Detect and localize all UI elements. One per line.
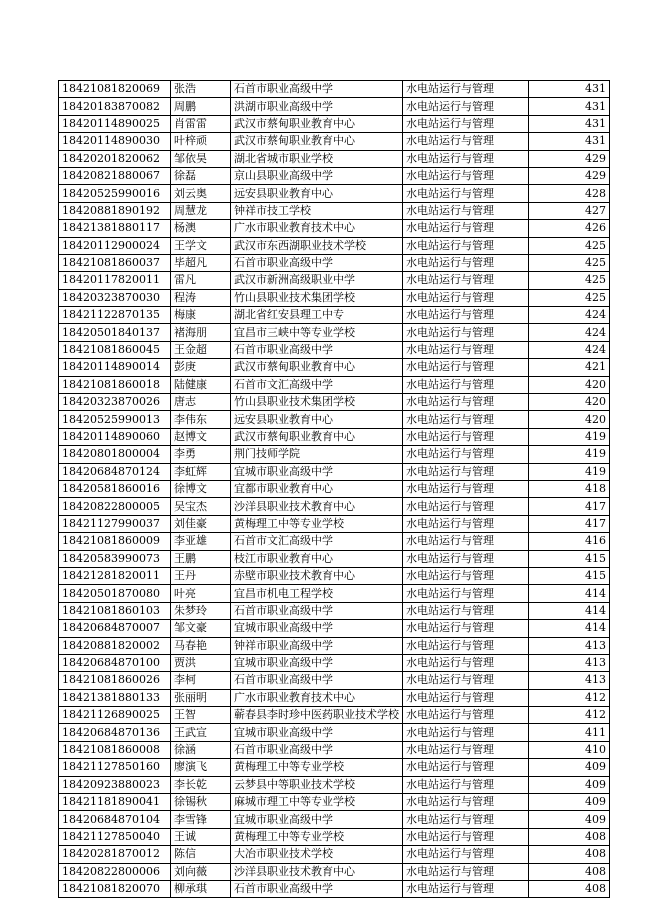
name-cell: 王诚 — [171, 828, 231, 845]
major-cell: 水电站运行与管理 — [403, 515, 529, 532]
candidate-id-cell: 18420323870026 — [59, 394, 171, 411]
school-cell: 竹山县职业技术集团学校 — [231, 394, 403, 411]
major-cell: 水电站运行与管理 — [403, 411, 529, 428]
school-cell: 赤壁市职业技术教育中心 — [231, 567, 403, 584]
score-cell: 424 — [529, 341, 610, 358]
major-cell: 水电站运行与管理 — [403, 776, 529, 793]
name-cell: 李亚雄 — [171, 533, 231, 550]
candidate-id-cell: 18421381880117 — [59, 220, 171, 237]
name-cell: 毕超凡 — [171, 254, 231, 271]
score-cell: 413 — [529, 654, 610, 671]
school-cell: 洪湖市职业高级中学 — [231, 98, 403, 115]
score-cell: 420 — [529, 394, 610, 411]
score-cell: 425 — [529, 289, 610, 306]
school-cell: 广水市职业教育技术中心 — [231, 689, 403, 706]
candidate-id-cell: 18421081860045 — [59, 341, 171, 358]
candidate-id-cell: 18421081820070 — [59, 880, 171, 897]
school-cell: 宜昌市机电工程学校 — [231, 585, 403, 602]
score-cell: 415 — [529, 550, 610, 567]
table-row — [59, 237, 610, 254]
school-cell: 石首市职业高级中学 — [231, 81, 403, 98]
score-cell: 431 — [529, 81, 610, 98]
table-row — [59, 498, 610, 515]
major-cell: 水电站运行与管理 — [403, 115, 529, 132]
candidate-id-cell: 18420114890025 — [59, 115, 171, 132]
table-row — [59, 567, 610, 584]
name-cell: 柳承琪 — [171, 880, 231, 897]
candidate-id-cell: 18420821880067 — [59, 167, 171, 184]
score-cell: 417 — [529, 515, 610, 532]
major-cell: 水电站运行与管理 — [403, 394, 529, 411]
candidate-id-cell: 18420822800005 — [59, 498, 171, 515]
major-cell: 水电站运行与管理 — [403, 498, 529, 515]
candidate-id-cell: 18420525990016 — [59, 185, 171, 202]
major-cell: 水电站运行与管理 — [403, 811, 529, 828]
name-cell: 彭庚 — [171, 359, 231, 376]
major-cell: 水电站运行与管理 — [403, 863, 529, 880]
name-cell: 梅康 — [171, 307, 231, 324]
name-cell: 周鹏 — [171, 98, 231, 115]
score-cell: 425 — [529, 237, 610, 254]
name-cell: 李柯 — [171, 672, 231, 689]
major-cell: 水电站运行与管理 — [403, 741, 529, 758]
school-cell: 广水市职业教育技术中心 — [231, 220, 403, 237]
table-row — [59, 115, 610, 132]
school-cell: 武汉市蔡甸职业教育中心 — [231, 428, 403, 445]
score-cell: 420 — [529, 411, 610, 428]
major-cell: 水电站运行与管理 — [403, 428, 529, 445]
major-cell: 水电站运行与管理 — [403, 272, 529, 289]
school-cell: 宜城市职业高级中学 — [231, 811, 403, 828]
major-cell: 水电站运行与管理 — [403, 654, 529, 671]
score-cell: 411 — [529, 724, 610, 741]
candidate-id-cell: 18420323870030 — [59, 289, 171, 306]
table-row — [59, 133, 610, 150]
school-cell: 宜城市职业高级中学 — [231, 654, 403, 671]
candidate-id-cell: 18420583990073 — [59, 550, 171, 567]
major-cell: 水电站运行与管理 — [403, 359, 529, 376]
school-cell: 麻城市理工中等专业学校 — [231, 794, 403, 811]
score-cell: 416 — [529, 533, 610, 550]
school-cell: 宜城市职业高级中学 — [231, 463, 403, 480]
table-row — [59, 446, 610, 463]
school-cell: 枝江市职业教育中心 — [231, 550, 403, 567]
major-cell: 水电站运行与管理 — [403, 828, 529, 845]
major-cell: 水电站运行与管理 — [403, 341, 529, 358]
candidate-id-cell: 18420114890030 — [59, 133, 171, 150]
name-cell: 张丽明 — [171, 689, 231, 706]
table-row — [59, 533, 610, 550]
candidate-id-cell: 18421126890025 — [59, 707, 171, 724]
table-row — [59, 272, 610, 289]
name-cell: 吴宝杰 — [171, 498, 231, 515]
name-cell: 王丹 — [171, 567, 231, 584]
table-row — [59, 307, 610, 324]
table-row — [59, 428, 610, 445]
school-cell: 石首市职业高级中学 — [231, 602, 403, 619]
score-cell: 424 — [529, 324, 610, 341]
table-row — [59, 550, 610, 567]
name-cell: 廖演飞 — [171, 759, 231, 776]
name-cell: 周慧龙 — [171, 202, 231, 219]
table-row — [59, 654, 610, 671]
score-cell: 409 — [529, 759, 610, 776]
school-cell: 石首市文汇高级中学 — [231, 533, 403, 550]
table-row — [59, 620, 610, 637]
school-cell: 远安县职业教育中心 — [231, 185, 403, 202]
candidate-id-cell: 18420684870007 — [59, 620, 171, 637]
candidate-id-cell: 18421081860037 — [59, 254, 171, 271]
name-cell: 李雪锋 — [171, 811, 231, 828]
name-cell: 马春艳 — [171, 637, 231, 654]
table-row — [59, 324, 610, 341]
name-cell: 朱梦玲 — [171, 602, 231, 619]
name-cell: 刘佳豪 — [171, 515, 231, 532]
table-row — [59, 689, 610, 706]
candidate-id-cell: 18421181890041 — [59, 794, 171, 811]
school-cell: 武汉市蔡甸职业教育中心 — [231, 115, 403, 132]
table-row — [59, 150, 610, 167]
score-cell: 419 — [529, 446, 610, 463]
name-cell: 陆健康 — [171, 376, 231, 393]
score-cell: 427 — [529, 202, 610, 219]
score-cell: 421 — [529, 359, 610, 376]
candidate-id-cell: 18420114890060 — [59, 428, 171, 445]
score-cell: 415 — [529, 567, 610, 584]
major-cell: 水电站运行与管理 — [403, 794, 529, 811]
major-cell: 水电站运行与管理 — [403, 463, 529, 480]
results-table-body — [59, 81, 610, 898]
candidate-id-cell: 18420183870082 — [59, 98, 171, 115]
candidate-id-cell: 18420501840137 — [59, 324, 171, 341]
major-cell: 水电站运行与管理 — [403, 672, 529, 689]
score-cell: 410 — [529, 741, 610, 758]
score-cell: 413 — [529, 637, 610, 654]
candidate-id-cell: 18420201820062 — [59, 150, 171, 167]
candidate-id-cell: 18421081860008 — [59, 741, 171, 758]
name-cell: 王鹏 — [171, 550, 231, 567]
name-cell: 褚海朋 — [171, 324, 231, 341]
score-cell: 431 — [529, 115, 610, 132]
score-cell: 424 — [529, 307, 610, 324]
major-cell: 水电站运行与管理 — [403, 167, 529, 184]
name-cell: 陈信 — [171, 846, 231, 863]
score-cell: 408 — [529, 846, 610, 863]
score-cell: 428 — [529, 185, 610, 202]
school-cell: 黄梅理工中等专业学校 — [231, 828, 403, 845]
table-row — [59, 707, 610, 724]
candidate-id-cell: 18421127990037 — [59, 515, 171, 532]
major-cell: 水电站运行与管理 — [403, 133, 529, 150]
score-cell: 413 — [529, 672, 610, 689]
table-row — [59, 81, 610, 98]
school-cell: 宜城市职业高级中学 — [231, 724, 403, 741]
candidate-id-cell: 18420114890014 — [59, 359, 171, 376]
school-cell: 石首市职业高级中学 — [231, 741, 403, 758]
name-cell: 刘云奥 — [171, 185, 231, 202]
major-cell: 水电站运行与管理 — [403, 620, 529, 637]
major-cell: 水电站运行与管理 — [403, 846, 529, 863]
candidate-id-cell: 18421122870135 — [59, 307, 171, 324]
candidate-id-cell: 18420684870104 — [59, 811, 171, 828]
name-cell: 徐磊 — [171, 167, 231, 184]
table-row — [59, 167, 610, 184]
table-row — [59, 220, 610, 237]
major-cell: 水电站运行与管理 — [403, 446, 529, 463]
school-cell: 武汉市新洲高级职业中学 — [231, 272, 403, 289]
score-cell: 425 — [529, 254, 610, 271]
table-row — [59, 254, 610, 271]
candidate-id-cell: 18420822800006 — [59, 863, 171, 880]
candidate-id-cell: 18420684870136 — [59, 724, 171, 741]
candidate-id-cell: 18421081860103 — [59, 602, 171, 619]
name-cell: 程涛 — [171, 289, 231, 306]
table-row — [59, 759, 610, 776]
score-cell: 431 — [529, 133, 610, 150]
school-cell: 湖北省城市职业学校 — [231, 150, 403, 167]
name-cell: 徐博文 — [171, 480, 231, 497]
major-cell: 水电站运行与管理 — [403, 567, 529, 584]
table-row — [59, 811, 610, 828]
candidate-id-cell: 18420112900024 — [59, 237, 171, 254]
candidate-id-cell: 18420581860016 — [59, 480, 171, 497]
score-cell: 425 — [529, 272, 610, 289]
school-cell: 云梦县中等职业技术学校 — [231, 776, 403, 793]
table-row — [59, 359, 610, 376]
major-cell: 水电站运行与管理 — [403, 533, 529, 550]
school-cell: 黄梅理工中等专业学校 — [231, 759, 403, 776]
score-cell: 412 — [529, 689, 610, 706]
score-cell: 429 — [529, 167, 610, 184]
score-cell: 419 — [529, 463, 610, 480]
school-cell: 荆门技师学院 — [231, 446, 403, 463]
score-cell: 414 — [529, 620, 610, 637]
table-row — [59, 98, 610, 115]
score-cell: 408 — [529, 863, 610, 880]
table-row — [59, 741, 610, 758]
candidate-id-cell: 18420281870012 — [59, 846, 171, 863]
name-cell: 邹文豪 — [171, 620, 231, 637]
table-row — [59, 828, 610, 845]
name-cell: 李伟东 — [171, 411, 231, 428]
table-row — [59, 585, 610, 602]
major-cell: 水电站运行与管理 — [403, 307, 529, 324]
candidate-id-cell: 18420923880023 — [59, 776, 171, 793]
candidate-id-cell: 18421081860018 — [59, 376, 171, 393]
school-cell: 石首市职业高级中学 — [231, 672, 403, 689]
candidate-id-cell: 18421081860009 — [59, 533, 171, 550]
school-cell: 远安县职业教育中心 — [231, 411, 403, 428]
table-row — [59, 463, 610, 480]
school-cell: 石首市职业高级中学 — [231, 254, 403, 271]
score-cell: 414 — [529, 602, 610, 619]
table-row — [59, 185, 610, 202]
major-cell: 水电站运行与管理 — [403, 376, 529, 393]
school-cell: 黄梅理工中等专业学校 — [231, 515, 403, 532]
major-cell: 水电站运行与管理 — [403, 880, 529, 897]
score-cell: 426 — [529, 220, 610, 237]
school-cell: 石首市文汇高级中学 — [231, 376, 403, 393]
name-cell: 贾洪 — [171, 654, 231, 671]
school-cell: 大冶市职业技术学校 — [231, 846, 403, 863]
candidate-id-cell: 18421127850040 — [59, 828, 171, 845]
score-cell: 431 — [529, 98, 610, 115]
name-cell: 叶亮 — [171, 585, 231, 602]
score-cell: 420 — [529, 376, 610, 393]
school-cell: 宜昌市三峡中等专业学校 — [231, 324, 403, 341]
name-cell: 李长乾 — [171, 776, 231, 793]
major-cell: 水电站运行与管理 — [403, 150, 529, 167]
school-cell: 武汉市蔡甸职业教育中心 — [231, 359, 403, 376]
score-cell: 418 — [529, 480, 610, 497]
name-cell: 张浩 — [171, 81, 231, 98]
major-cell: 水电站运行与管理 — [403, 81, 529, 98]
school-cell: 京山县职业高级中学 — [231, 167, 403, 184]
school-cell: 宜城市职业高级中学 — [231, 620, 403, 637]
candidate-id-cell: 18421081820069 — [59, 81, 171, 98]
score-cell: 409 — [529, 776, 610, 793]
name-cell: 徐涵 — [171, 741, 231, 758]
table-row — [59, 480, 610, 497]
major-cell: 水电站运行与管理 — [403, 202, 529, 219]
major-cell: 水电站运行与管理 — [403, 98, 529, 115]
table-row — [59, 411, 610, 428]
name-cell: 杨澳 — [171, 220, 231, 237]
score-cell: 429 — [529, 150, 610, 167]
table-row — [59, 289, 610, 306]
table-row — [59, 376, 610, 393]
name-cell: 李勇 — [171, 446, 231, 463]
table-row — [59, 724, 610, 741]
candidate-id-cell: 18421081860026 — [59, 672, 171, 689]
table-row — [59, 863, 610, 880]
school-cell: 钟祥市职业高级中学 — [231, 637, 403, 654]
name-cell: 王金超 — [171, 341, 231, 358]
table-row — [59, 637, 610, 654]
score-cell: 419 — [529, 428, 610, 445]
candidate-id-cell: 18421127850160 — [59, 759, 171, 776]
major-cell: 水电站运行与管理 — [403, 724, 529, 741]
school-cell: 竹山县职业技术集团学校 — [231, 289, 403, 306]
name-cell: 李虹辉 — [171, 463, 231, 480]
name-cell: 肖雷雷 — [171, 115, 231, 132]
table-row — [59, 602, 610, 619]
score-cell: 414 — [529, 585, 610, 602]
name-cell: 徐锡秋 — [171, 794, 231, 811]
table-row — [59, 846, 610, 863]
score-cell: 409 — [529, 794, 610, 811]
score-cell: 408 — [529, 828, 610, 845]
table-row — [59, 202, 610, 219]
major-cell: 水电站运行与管理 — [403, 707, 529, 724]
score-cell: 412 — [529, 707, 610, 724]
table-row — [59, 394, 610, 411]
name-cell: 雷凡 — [171, 272, 231, 289]
candidate-id-cell: 18420525990013 — [59, 411, 171, 428]
candidate-id-cell: 18420117820011 — [59, 272, 171, 289]
table-row — [59, 672, 610, 689]
candidate-id-cell: 18420881890192 — [59, 202, 171, 219]
score-cell: 409 — [529, 811, 610, 828]
major-cell: 水电站运行与管理 — [403, 185, 529, 202]
school-cell: 湖北省红安县理工中专 — [231, 307, 403, 324]
school-cell: 武汉市蔡甸职业教育中心 — [231, 133, 403, 150]
candidate-id-cell: 18420501870080 — [59, 585, 171, 602]
school-cell: 沙洋县职业技术教育中心 — [231, 863, 403, 880]
school-cell: 沙洋县职业技术教育中心 — [231, 498, 403, 515]
major-cell: 水电站运行与管理 — [403, 550, 529, 567]
school-cell: 石首市职业高级中学 — [231, 880, 403, 897]
school-cell: 石首市职业高级中学 — [231, 341, 403, 358]
candidate-id-cell: 18420881820002 — [59, 637, 171, 654]
name-cell: 赵博文 — [171, 428, 231, 445]
name-cell: 叶梓顽 — [171, 133, 231, 150]
school-cell: 钟祥市技工学校 — [231, 202, 403, 219]
major-cell: 水电站运行与管理 — [403, 289, 529, 306]
results-table — [58, 80, 610, 898]
score-cell: 417 — [529, 498, 610, 515]
major-cell: 水电站运行与管理 — [403, 759, 529, 776]
table-row — [59, 880, 610, 897]
candidate-id-cell: 18421281820011 — [59, 567, 171, 584]
name-cell: 邹依昊 — [171, 150, 231, 167]
table-row — [59, 341, 610, 358]
school-cell: 宜都市职业教育中心 — [231, 480, 403, 497]
major-cell: 水电站运行与管理 — [403, 237, 529, 254]
candidate-id-cell: 18421381880133 — [59, 689, 171, 706]
name-cell: 唐志 — [171, 394, 231, 411]
name-cell: 王学文 — [171, 237, 231, 254]
major-cell: 水电站运行与管理 — [403, 585, 529, 602]
major-cell: 水电站运行与管理 — [403, 689, 529, 706]
table-row — [59, 515, 610, 532]
major-cell: 水电站运行与管理 — [403, 637, 529, 654]
name-cell: 刘向薇 — [171, 863, 231, 880]
school-cell: 武汉市东西湖职业技术学校 — [231, 237, 403, 254]
score-cell: 408 — [529, 880, 610, 897]
table-row — [59, 794, 610, 811]
major-cell: 水电站运行与管理 — [403, 254, 529, 271]
candidate-id-cell: 18420801800004 — [59, 446, 171, 463]
name-cell: 王武宣 — [171, 724, 231, 741]
school-cell: 蕲春县李时珍中医药职业技术学校 — [231, 707, 403, 724]
major-cell: 水电站运行与管理 — [403, 324, 529, 341]
table-row — [59, 776, 610, 793]
major-cell: 水电站运行与管理 — [403, 602, 529, 619]
name-cell: 王智 — [171, 707, 231, 724]
candidate-id-cell: 18420684870100 — [59, 654, 171, 671]
major-cell: 水电站运行与管理 — [403, 220, 529, 237]
major-cell: 水电站运行与管理 — [403, 480, 529, 497]
candidate-id-cell: 18420684870124 — [59, 463, 171, 480]
